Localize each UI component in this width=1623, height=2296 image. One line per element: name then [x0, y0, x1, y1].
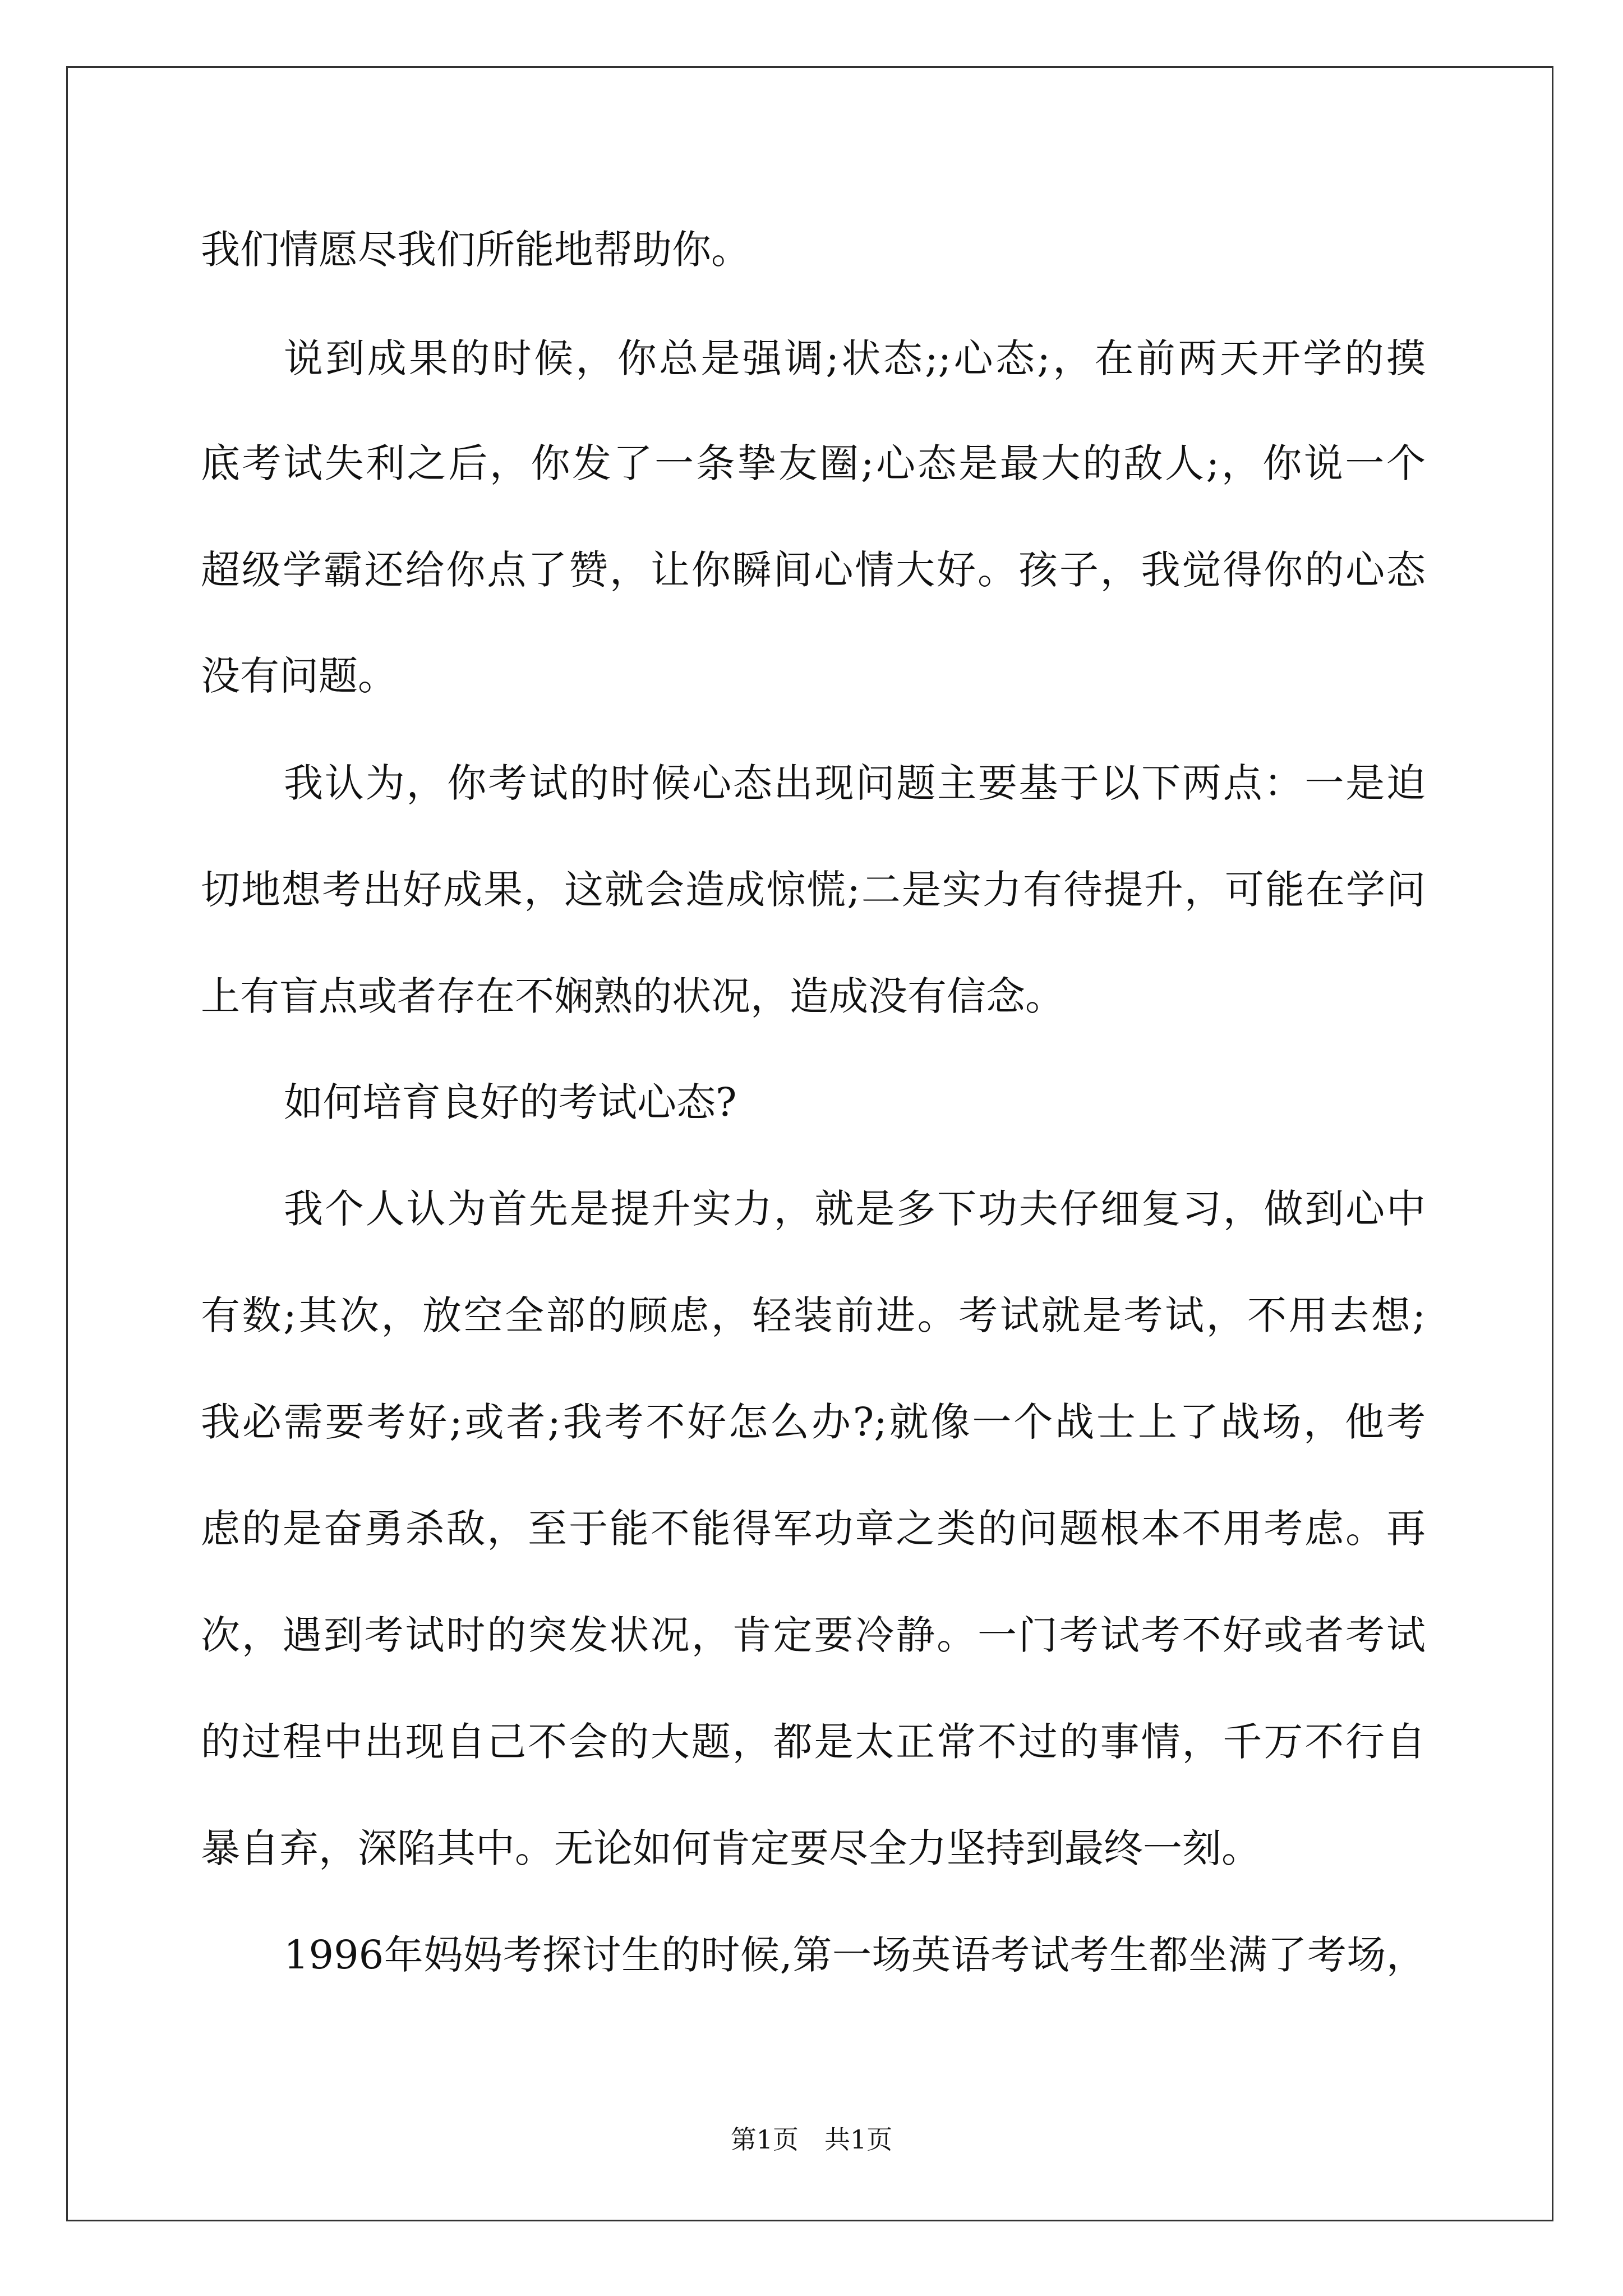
- page-number-footer: 第1页 共1页: [730, 2124, 893, 2155]
- text-line: 1996年妈妈考探讨生的时候,第一场英语考试考生都坐满了考场，: [284, 1932, 1426, 1978]
- text-line: 有数;其次，放空全部的顾虑，轻装前进。考试就是考试，不用去想;: [201, 1292, 1426, 1338]
- text-line: 暴自弃，深陷其中。无论如何肯定要尽全力坚持到最终一刻。: [201, 1825, 1261, 1871]
- text-line: 如何培育良好的考试心态?: [284, 1079, 737, 1125]
- text-line: 没有问题。: [201, 653, 397, 699]
- text-line: 说到成果的时候，你总是强调;状态;;心态;，在前两天开学的摸: [284, 335, 1426, 381]
- text-line: 的过程中出现自己不会的大题，都是太正常不过的事情，千万不行自: [201, 1719, 1426, 1765]
- text-line: 上有盲点或者存在不娴熟的状况，造成没有信念。: [201, 973, 1064, 1019]
- document-body: [201, 0, 1426, 2109]
- text-line: 超级学霸还给你点了赞，让你瞬间心情大好。孩子，我觉得你的心态: [201, 547, 1426, 593]
- text-line: 切地想考出好成果，这就会造成惊慌;二是实力有待提升，可能在学问: [201, 867, 1426, 913]
- text-line: 虑的是奋勇杀敌，至于能不能得军功章之类的问题根本不用考虑。再: [201, 1506, 1426, 1552]
- text-line: 我们情愿尽我们所能地帮助你。: [201, 227, 750, 273]
- text-line: 我认为，你考试的时候心态出现问题主要基于以下两点：一是迫: [284, 760, 1426, 806]
- text-line: 底考试失利之后，你发了一条挚友圈;心态是最大的敌人;，你说一个: [201, 440, 1426, 486]
- text-line: 我个人认为首先是提升实力，就是多下功夫仔细复习，做到心中: [284, 1186, 1426, 1232]
- text-line: 次，遇到考试时的突发状况，肯定要冷静。一门考试考不好或者考试: [201, 1612, 1426, 1658]
- text-line: 我必需要考好;或者;我考不好怎么办?;就像一个战士上了战场，他考: [201, 1399, 1426, 1445]
